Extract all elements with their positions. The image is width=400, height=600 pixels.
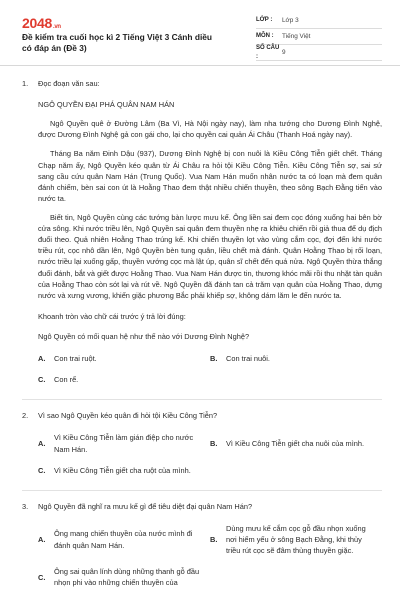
passage-paragraph: Tháng Ba năm Đinh Dậu (937), Dương Đình Nghệ bị con nuôi là Kiều Công Tiễn giết chết. Tháng Chạp năm ấy, Ngô Quyền kéo quân từ Ái Châu ra hỏi tội Kiều Công Tiễn. Kiều Công Tiễn sợ, sai sứ sang cầu cứu quân Nam Hán (Trung Quốc). Vua Nam Hán muốn nhân nước ta có loạn mà đem quân đánh chiếm, bèn sai con út là Hoằng Thao đem thật nhiều chiến thuyền, theo sông Bạch Đằng tiến vào nước ta. [38,149,382,203]
question-2 [22,410,382,490]
question-number: 3. [22,501,29,511]
question-divider [22,490,382,491]
answer-option-b[interactable] [210,348,382,369]
logo-suffix: .vn [52,24,61,30]
option-letter: B. [210,534,218,544]
option-text: Ông sai quân lính dùng những thanh gỗ đầu nhọn phi vào những chiến thuyền của [54,567,200,588]
question-divider [22,399,382,400]
question-text: Đọc đoạn văn sau: [38,79,100,88]
document-meta [256,13,382,61]
answer-option-c[interactable] [38,460,210,481]
answer-option-c[interactable] [38,561,210,593]
meta-key: MÔN : [256,33,274,39]
logo-text: 2048 [22,15,52,31]
site-logo[interactable] [22,13,61,34]
passage-title: NGÔ QUYỀN ĐẠI PHÁ QUÂN NAM HÁN [38,100,175,110]
answer-options [38,518,382,594]
option-text: Vì Kiều Công Tiễn giết cha ruột của mình. [54,465,191,475]
option-letter: C. [38,375,46,385]
option-text: Vì Kiều Công Tiễn làm gián điệp cho nước Nam Hán. [54,433,194,454]
answer-option-a[interactable] [38,348,210,369]
option-letter: B. [210,354,218,364]
question-list [22,78,382,593]
meta-value: Lớp 3 [282,16,299,24]
answer-option-a[interactable] [38,518,210,561]
option-text: Ông mang chiến thuyền của nước mình đi đánh quân Nam Hán. [54,529,193,550]
option-letter: C. [38,572,46,582]
option-text: Con trai ruột. [54,354,97,364]
answer-option-c[interactable] [38,369,210,390]
option-text: Vì Kiều Công Tiễn giết cha nuôi của mình. [226,438,365,448]
option-letter: A. [38,534,46,544]
option-letter: A. [38,438,46,448]
meta-key: LỚP : [256,17,273,23]
document-title: Đề kiểm tra cuối học kì 2 Tiếng Việt 3 Cánh diều có đáp án (Đề 3) [22,32,213,54]
question-3 [22,501,382,594]
option-text: Dùng mưu kế cắm cọc gỗ đầu nhọn xuống nơi hiểm yếu ở sông Bạch Đằng, khi thủy triều rút cọc sẽ đâm thủng thuyền giặc. [226,523,366,556]
question-text: Ngô Quyền đã nghĩ ra mưu kế gì để tiêu diệt đại quân Nam Hán? [38,501,253,511]
answer-option-b[interactable] [210,518,382,561]
instruction-text: Khoanh tròn vào chữ cái trước ý trả lời đúng: [38,311,186,321]
meta-row-count [256,45,382,61]
answer-option-a[interactable] [38,427,210,459]
option-letter: A. [38,354,46,364]
meta-key: SỐ CÂU : [256,44,280,60]
meta-row-class [256,13,382,29]
answer-option-b[interactable] [210,427,382,459]
question-number: 1. [22,79,29,88]
passage-paragraph: Ngô Quyền quê ở Đường Lâm (Ba Vì, Hà Nội ngày nay), làm nha tướng cho Dương Đình Nghệ, được Dương Đình Nghệ gả con gái cho, lại cho quyền cai quản Ái Châu (Thanh Hoá ngày nay). [38,119,382,140]
question-text: Vì sao Ngô Quyền kéo quân đi hỏi tội Kiều Công Tiễn? [38,411,218,421]
answer-options [38,427,382,480]
option-letter: B. [210,438,218,448]
question-1 [22,78,382,400]
answer-options [38,348,382,390]
option-text: Con rể. [54,375,79,385]
passage-paragraph: Biết tin, Ngô Quyền cùng các tướng bàn lược mưu kế. Ông liền sai đem cọc đóng xuống hai bên bờ cửa sông. Khi nước triều lên, Ngô Quyền sai quân đem thuyền nhẹ ra khiêu chiến rồi giả thua để dụ địch đuổi theo. Quả nhiên Hoằng Thao trúng kế. Khi chiến thuyền lọt vào vùng cắm cọc, đợi đến khi nước triều rút, cọc nhô dần lên, Ngô Quyền bèn tung quân, liều chết mà đánh. Quân Hoằng Thao bị rối loạn, nước triều lại xuống gấp, thuyền vướng cọc mà lật úp, quân sĩ chết đến quá nửa. Ngô Quyền thừa thắng đuổi đánh, bắt và giết được Hoằng Thao. Vua Nam Hán được tin, thương khóc mãi rồi thu nhặt tàn quân của Hoằng Thao còn sót lại và rút về. Ngô Quyền đã đánh tan cả trăm vạn quân của Hoằng Thao, dựng nước và xưng vương, khiến giặc phương Bắc phải khiếp sợ, không dám lăm le đến nước ta. [38,212,382,300]
meta-value: 9 [282,48,286,56]
question-ask: Ngô Quyền có mối quan hệ như thế nào với Dương Đình Nghệ? [38,331,250,341]
question-number: 2. [22,411,29,421]
option-letter: C. [38,465,46,475]
page-header [0,0,400,66]
meta-value: Tiếng Việt [282,32,311,40]
option-text: Con trai nuôi. [226,354,270,364]
